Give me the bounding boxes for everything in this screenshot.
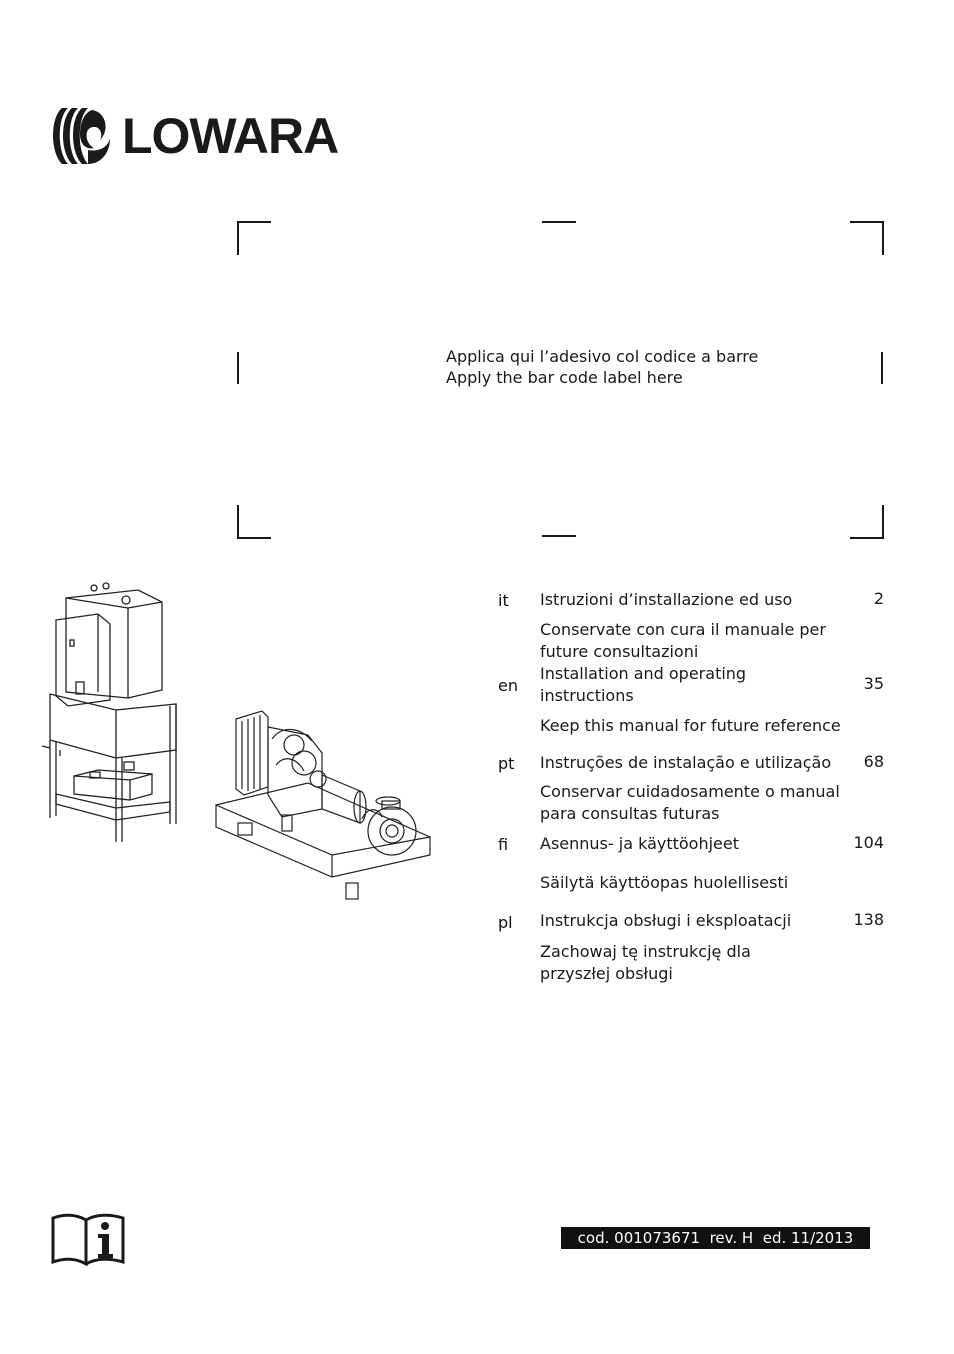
toc-language-code: pl (498, 913, 513, 932)
toc-language-code: en (498, 676, 518, 695)
toc-title[interactable]: Installation and operating instructions (540, 664, 747, 705)
info-manual-icon (50, 1212, 126, 1266)
toc-page-number[interactable]: 2 (873, 589, 884, 608)
crop-mark-top-center (542, 221, 576, 223)
lowara-wave-logo-icon (48, 104, 112, 168)
toc-page-number[interactable]: 68 (863, 752, 884, 771)
toc-note: Säilytä käyttöopas huolellisesti (540, 873, 789, 892)
toc-page-number[interactable]: 138 (853, 910, 884, 929)
crop-mark-middle-right (881, 352, 883, 384)
toc-language-code: fi (498, 835, 509, 854)
crop-mark-top-left (237, 221, 271, 255)
barcode-instructions (446, 346, 846, 388)
crop-mark-bottom-center (542, 535, 576, 537)
barcode-instruction-en: Apply the bar code label here (446, 368, 683, 387)
toc-note: Zachowaj tę instrukcję dla przyszłej obsługi (540, 942, 751, 983)
crop-mark-bottom-right (850, 505, 884, 539)
document-code-label: cod. 001073671 rev. H ed. 11/2013 (561, 1227, 870, 1249)
pump-cabinet-illustration (40, 580, 190, 850)
brand-logo (48, 104, 348, 168)
crop-mark-top-right (850, 221, 884, 255)
toc-language-code: pt (498, 754, 515, 773)
toc-page-number[interactable]: 104 (853, 833, 884, 852)
toc-title[interactable]: Instruções de instalação e utilização (540, 753, 832, 772)
toc-title[interactable]: Instrukcja obsługi i eksploatacji (540, 911, 792, 930)
diesel-pump-illustration (212, 705, 434, 910)
toc-note: Keep this manual for future reference (540, 716, 841, 735)
barcode-instruction-it: Applica qui l’adesivo col codice a barre (446, 347, 759, 366)
crop-mark-middle-left (237, 352, 239, 384)
brand-name: LOWARA (122, 108, 339, 164)
toc-title[interactable]: Istruzioni d’installazione ed uso (540, 590, 793, 609)
toc-page-number[interactable]: 35 (863, 674, 884, 693)
toc-title[interactable]: Asennus- ja käyttöohjeet (540, 834, 740, 853)
toc-note: Conservar cuidadosamente o manual para consultas futuras (540, 782, 840, 823)
crop-mark-bottom-left (237, 505, 271, 539)
toc-language-code: it (498, 591, 509, 610)
toc-note: Conservate con cura il manuale per future consultazioni (540, 620, 826, 661)
